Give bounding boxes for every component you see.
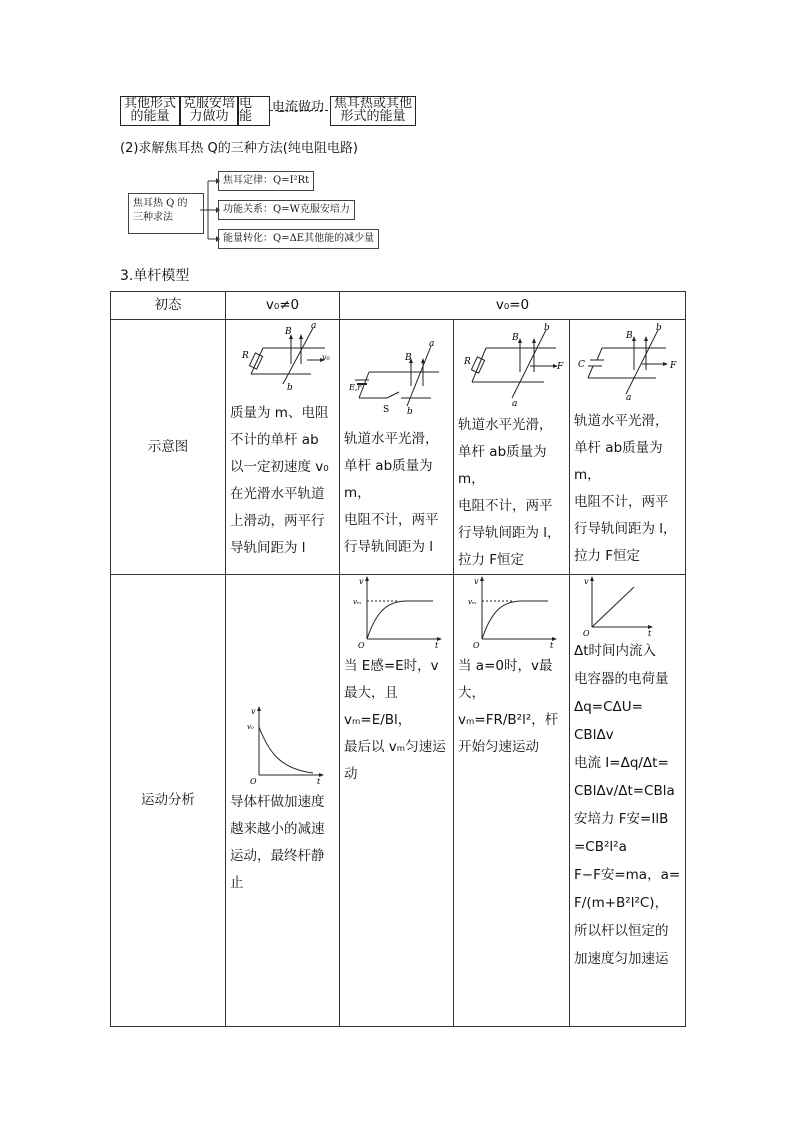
- label-b: b: [655, 323, 662, 333]
- cell-diagram-capacitor-force: [570, 320, 686, 575]
- label-R: R: [463, 357, 471, 367]
- row-head-diagram: 示意图: [111, 320, 226, 575]
- desc-line: 单杆 ab质量为 m，: [344, 458, 433, 501]
- label-a: a: [511, 399, 517, 406]
- motion-line: 电流 I=Δq/Δt=: [574, 755, 669, 771]
- label-b: b: [406, 407, 413, 414]
- desc-line: 电阻不计，两平: [458, 498, 553, 514]
- header-v0-nonzero: v₀≠0: [226, 292, 340, 320]
- saturation-graph-battery: [349, 575, 445, 651]
- flow-box-line: 克服安培: [182, 96, 235, 111]
- label-a: a: [310, 321, 316, 331]
- motion-line: 当 E感=E时，v: [344, 658, 439, 674]
- desc-line: 上滑动，两平行: [230, 513, 325, 529]
- label-F: F: [669, 361, 676, 371]
- graph-label-v0: v₀: [246, 722, 254, 731]
- motion-line: 止: [230, 874, 244, 891]
- desc-line: 轨道水平光滑，: [344, 431, 439, 447]
- graph-label-t: t: [434, 641, 438, 650]
- label-F: F: [556, 362, 563, 372]
- label-b: b: [286, 383, 293, 392]
- table-row-diagram: [111, 320, 686, 575]
- label-B: B: [404, 353, 412, 363]
- motion-line: 越来越小的减速: [230, 820, 325, 837]
- flow-box-line: 其他形式: [123, 96, 176, 111]
- motion-line: 大，vₘ=FR/B²l²，杆: [458, 685, 559, 728]
- graph-label-v: v: [473, 577, 479, 586]
- cell-motion-v0-nonzero: [226, 575, 340, 1027]
- row-head-motion: 运动分析: [111, 575, 226, 1027]
- flow-box-ampere-work: [180, 96, 238, 126]
- linear-graph-capacitor: [576, 575, 656, 637]
- flow-box-other-energy: [120, 96, 180, 126]
- desc-line: 轨道水平光滑，: [574, 413, 669, 429]
- desc-line: 在光滑水平轨道: [230, 486, 325, 502]
- joule-method-work-energy: 功能关系：Q=W克服安培力: [218, 200, 355, 220]
- label-B: B: [284, 327, 292, 337]
- desc-line: 轨道水平光滑，: [458, 417, 553, 433]
- cell-diagram-resistor-force: [454, 320, 570, 575]
- cell-motion-resistor-force: [454, 575, 570, 1027]
- flow-box-line: 力做功: [189, 109, 229, 124]
- rod-with-resistor-diagram: [233, 320, 333, 392]
- desc-line: 单杆 ab质量为 m，: [574, 440, 663, 483]
- graph-label-vm: vₘ: [352, 598, 361, 606]
- flow-box-line: 焦耳热或其他: [333, 96, 412, 111]
- graph-label-v: v: [250, 706, 256, 716]
- desc-line: 单杆 ab质量为 m，: [458, 444, 547, 487]
- cell-diagram-v0-nonzero: [226, 320, 340, 575]
- motion-line: Δq=CΔU=: [574, 699, 643, 715]
- flow-box-line: 电: [239, 96, 253, 111]
- label-a: a: [428, 339, 434, 349]
- joule-method-joule-law: 焦耳定律：Q=I²Rt: [218, 171, 314, 191]
- motion-line: =CB²l²a: [574, 839, 627, 855]
- decay-graph: [241, 705, 325, 785]
- graph-label-v: v: [358, 577, 364, 586]
- motion-line: 安培力 F安=IlB: [574, 811, 669, 827]
- joule-methods-root: [128, 193, 204, 234]
- motion-line: 最后以 vₘ匀速运: [344, 739, 446, 755]
- header-v0-zero: v₀=0: [340, 292, 686, 320]
- label-C: C: [577, 360, 585, 370]
- motion-line: 开始匀速运动: [458, 739, 539, 755]
- motion-line: F/(m+B²l²C)，: [574, 895, 669, 911]
- joule-methods-connectors: [200, 170, 220, 250]
- desc-line: 电阻不计，两平: [574, 494, 669, 510]
- desc-line: 行导轨间距为 l: [344, 539, 434, 555]
- rod-resistor-force-diagram: [460, 320, 564, 406]
- rod-capacitor-force-diagram: [576, 320, 680, 400]
- motion-line: 最大，且 vₘ=E/Bl，: [344, 685, 412, 728]
- motion-line: CBlΔv/Δt=CBla: [574, 783, 675, 799]
- label-v0: v₀: [321, 353, 330, 362]
- cell-diagram-battery: [340, 320, 454, 575]
- graph-label-t: t: [316, 776, 320, 785]
- section-2-title: (2)求解焦耳热 Q的三种方法(纯电阻电路): [120, 141, 358, 156]
- desc-line: 导轨间距为 l: [230, 540, 306, 556]
- desc-line: 电阻不计，两平: [344, 512, 439, 528]
- desc-line: 拉力 F恒定: [458, 552, 525, 568]
- motion-line: 导体杆做加速度: [230, 793, 325, 810]
- flow-arrow-label: 电流做功: [272, 100, 325, 115]
- graph-label-t: t: [648, 629, 652, 637]
- motion-line: 运动，最终杆静: [230, 847, 325, 864]
- saturation-graph-resistor: [464, 575, 560, 651]
- flow-box-electric-energy: [238, 96, 270, 126]
- motion-line: Δt时间内流入: [574, 643, 657, 659]
- rod-with-battery-diagram: [347, 324, 447, 414]
- graph-label-O: O: [357, 641, 365, 650]
- label-S: S: [382, 405, 389, 414]
- desc-line: 不计的单杆 ab: [230, 432, 319, 448]
- cell-motion-capacitor-force: [570, 575, 686, 1027]
- table-header-row: [111, 292, 686, 320]
- motion-line: 电容器的电荷量: [574, 671, 669, 687]
- label-Er: E,r: [348, 383, 361, 392]
- motion-line: 当 a=0时，v最: [458, 658, 553, 674]
- desc-line: 拉力 F恒定: [574, 548, 641, 564]
- graph-label-t: t: [549, 641, 553, 650]
- motion-line: 加速度匀加速运: [574, 951, 669, 967]
- label-B: B: [625, 331, 633, 341]
- graph-label-O: O: [472, 641, 480, 650]
- label-R: R: [241, 351, 249, 361]
- single-rod-model-table: [110, 291, 686, 1027]
- desc-line: 质量为 m、电阻: [230, 405, 329, 421]
- graph-label-vm: vₘ: [467, 598, 476, 606]
- desc-line: 行导轨间距为 l，: [574, 521, 677, 537]
- root-line: 焦耳热 Q 的: [133, 198, 188, 209]
- graph-label-v: v: [584, 577, 589, 586]
- table-row-motion: [111, 575, 686, 1027]
- flow-box-line: 的能量: [130, 109, 170, 124]
- flow-box-line: 能: [239, 109, 253, 124]
- label-a: a: [625, 393, 631, 400]
- desc-line: 以一定初速度 v₀: [230, 459, 329, 475]
- graph-label-O: O: [249, 776, 257, 785]
- motion-line: 所以杆以恒定的: [574, 923, 669, 939]
- flow-box-joule-heat: [330, 96, 416, 126]
- desc-line: 行导轨间距为 l，: [458, 525, 561, 541]
- motion-line: F−F安=ma，a=: [574, 867, 681, 883]
- root-line: 三种求法: [133, 212, 173, 223]
- joule-method-energy-conversion: 能量转化：Q=ΔE其他能的减少量: [218, 229, 379, 249]
- label-B: B: [511, 333, 519, 343]
- motion-line: 动: [344, 766, 358, 782]
- flow-box-line: 形式的能量: [340, 109, 406, 124]
- header-initial-state: 初态: [111, 292, 226, 320]
- section-3-title: 3.单杆模型: [120, 268, 190, 284]
- graph-label-O: O: [583, 629, 590, 637]
- cell-motion-battery: [340, 575, 454, 1027]
- label-b: b: [543, 323, 550, 333]
- motion-line: CBlΔv: [574, 727, 614, 743]
